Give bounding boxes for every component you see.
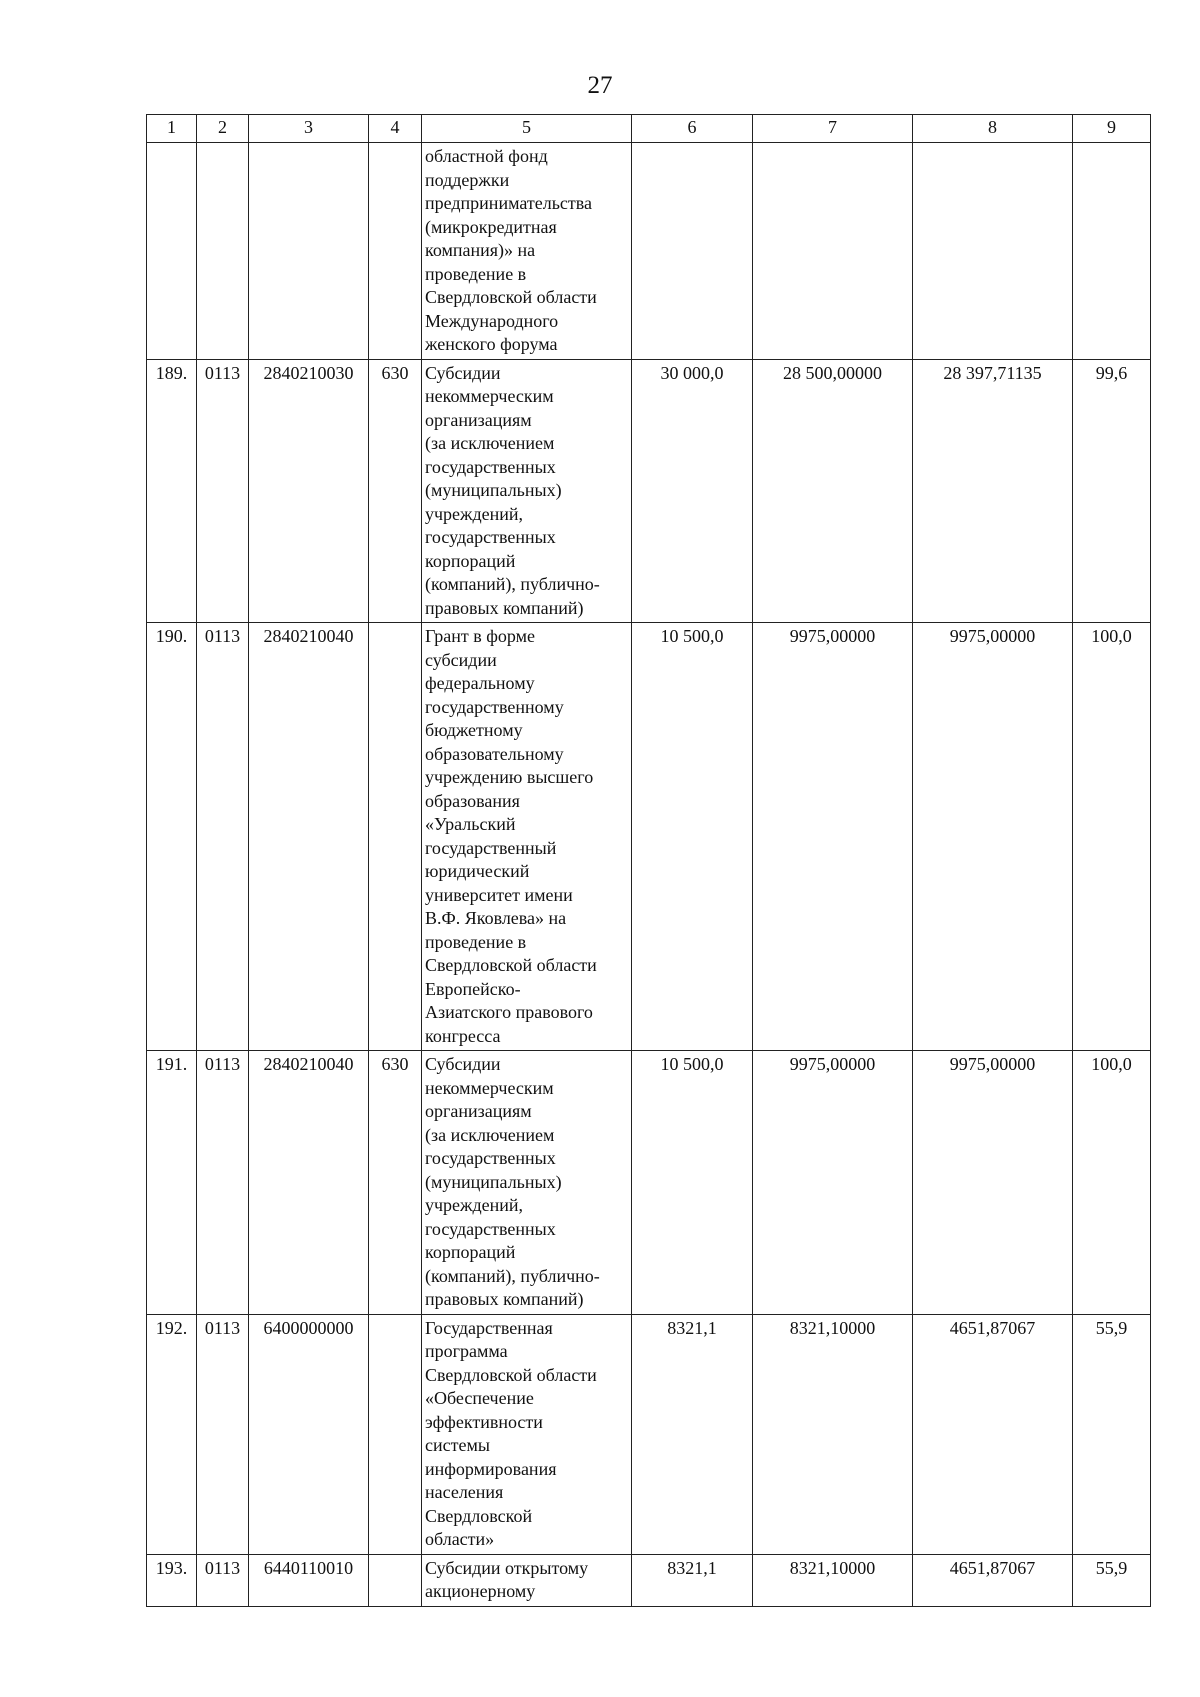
description-line: университет имени [425,884,573,905]
approved-amount-cell: 8321,1 [632,1554,753,1606]
table-body [147,143,1151,1607]
row-number-cell: 189. [147,359,197,623]
approved-amount-cell: 30 000,0 [632,359,753,623]
header-col-9: 9 [1073,115,1151,143]
description-cell [422,1314,632,1554]
target-article-cell: 6400000000 [249,1314,369,1554]
description-line: Свердловской области [425,955,597,975]
section-code-cell: 0113 [197,1051,249,1315]
description-line: организациям [425,409,532,430]
executed-amount-cell: 4651,87067 [913,1554,1073,1606]
row-number-cell: 191. [147,1051,197,1315]
section-code-cell: 0113 [197,1554,249,1606]
execution-percent-cell: 100,0 [1073,1051,1151,1315]
description-line: Субсидии [425,1054,501,1074]
description-line: учреждению высшего [425,767,594,787]
description-line: программа [425,1341,508,1361]
description-line: (муниципальных) [425,1171,562,1192]
executed-amount-cell: 9975,00000 [913,1051,1073,1315]
description-line: (микрокредитная [425,216,557,237]
description-line: учреждений, [425,503,524,524]
description-line: Азиатского правового [425,1002,593,1022]
section-code-cell: 0113 [197,623,249,1051]
description-line: информирования [425,1458,557,1479]
table-row [147,359,1151,623]
description-line: В.Ф. Яковлева» на [425,908,567,928]
target-article-cell [249,143,369,360]
limit-amount-cell: 8321,10000 [753,1314,913,1554]
description-line: населения [425,1482,504,1502]
limit-amount-cell [753,143,913,360]
description-line: (компаний), публично- [425,574,600,594]
description-line: Субсидии открытому [425,1557,589,1578]
section-code-cell: 0113 [197,1314,249,1554]
approved-amount-cell: 8321,1 [632,1314,753,1554]
executed-amount-cell [913,143,1073,360]
table-row [147,623,1151,1051]
description-line: Свердловской области [425,287,597,307]
description-line: компания)» на [425,240,536,260]
description-line: женского форума [425,334,558,354]
description-line: правовых компаний) [425,1289,584,1309]
description-cell [422,1051,632,1315]
description-line: конгресса [425,1025,501,1046]
description-line: поддержки [425,169,510,190]
description-cell [422,359,632,623]
limit-amount-cell: 28 500,00000 [753,359,913,623]
row-number-cell: 193. [147,1554,197,1606]
execution-percent-cell [1073,143,1151,360]
header-col-5: 5 [422,115,632,143]
expense-type-cell [369,623,422,1051]
target-article-cell: 2840210030 [249,359,369,623]
execution-percent-cell: 55,9 [1073,1554,1151,1606]
description-line: Свердловской области [425,1364,597,1385]
header-col-6: 6 [632,115,753,143]
description-line: системы [425,1435,490,1455]
description-line: юридический [425,861,530,881]
approved-amount-cell: 10 500,0 [632,623,753,1051]
header-col-8: 8 [913,115,1073,143]
description-line: бюджетному [425,720,523,740]
description-line: «Уральский [425,814,516,834]
description-line: предпринимательства [425,193,593,213]
description-line: проведение в [425,931,527,952]
description-line: корпораций [425,1242,516,1262]
header-col-7: 7 [753,115,913,143]
table-row [147,1051,1151,1315]
description-cell [422,623,632,1051]
header-col-3: 3 [249,115,369,143]
description-line: (за исключением [425,433,555,453]
description-line: эффективности [425,1411,543,1432]
row-number-cell [147,143,197,360]
description-line: корпораций [425,550,516,571]
description-line: области» [425,1529,495,1549]
description-line: организациям [425,1101,532,1121]
executed-amount-cell: 28 397,71135 [913,359,1073,623]
description-cell [422,143,632,360]
description-line: областной фонд [425,146,548,166]
target-article-cell: 6440110010 [249,1554,369,1606]
expense-type-cell: 630 [369,359,422,623]
execution-percent-cell: 55,9 [1073,1314,1151,1554]
description-line: государственных [425,1218,556,1239]
execution-percent-cell: 100,0 [1073,623,1151,1051]
target-article-cell: 2840210040 [249,623,369,1051]
table-row [147,1554,1151,1606]
description-line: некоммерческим [425,386,554,406]
description-cell [422,1554,632,1606]
header-row [147,115,1151,143]
page-number: 27 [587,72,613,99]
description-line: государственному [425,696,564,717]
description-line: проведение в [425,263,527,284]
description-line: Государственная [425,1317,553,1338]
description-line: акционерному [425,1581,536,1601]
executed-amount-cell: 4651,87067 [913,1314,1073,1554]
description-line: Международного [425,310,559,331]
approved-amount-cell [632,143,753,360]
expense-type-cell [369,143,422,360]
description-line: Грант в форме [425,626,536,646]
limit-amount-cell: 9975,00000 [753,1051,913,1315]
section-code-cell [197,143,249,360]
execution-percent-cell: 99,6 [1073,359,1151,623]
description-line: государственных [425,527,556,547]
target-article-cell: 2840210040 [249,1051,369,1315]
limit-amount-cell: 9975,00000 [753,623,913,1051]
description-line: Европейско- [425,978,521,999]
description-line: федеральному [425,673,535,693]
header-col-4: 4 [369,115,422,143]
table-row [147,1314,1151,1554]
section-code-cell: 0113 [197,359,249,623]
description-line: государственных [425,456,556,477]
header-col-2: 2 [197,115,249,143]
header-col-1: 1 [147,115,197,143]
description-line: Свердловской [425,1505,533,1526]
description-line: государственных [425,1148,556,1168]
row-number-cell: 192. [147,1314,197,1554]
executed-amount-cell: 9975,00000 [913,623,1073,1051]
description-line: учреждений, [425,1195,524,1215]
approved-amount-cell: 10 500,0 [632,1051,753,1315]
description-line: субсидии [425,649,497,670]
description-line: некоммерческим [425,1077,554,1098]
expense-type-cell [369,1554,422,1606]
description-line: образовательному [425,743,564,764]
description-line: (компаний), публично- [425,1265,600,1286]
expense-type-cell: 630 [369,1051,422,1315]
expense-type-cell [369,1314,422,1554]
description-line: «Обеспечение [425,1388,534,1408]
row-number-cell: 190. [147,623,197,1051]
description-line: образования [425,790,520,811]
description-line: Субсидии [425,362,501,383]
table-row [147,143,1151,360]
budget-table [146,114,1151,1607]
description-line: правовых компаний) [425,597,584,618]
limit-amount-cell: 8321,10000 [753,1554,913,1606]
description-line: (за исключением [425,1124,555,1145]
description-line: государственный [425,837,557,858]
description-line: (муниципальных) [425,480,562,500]
